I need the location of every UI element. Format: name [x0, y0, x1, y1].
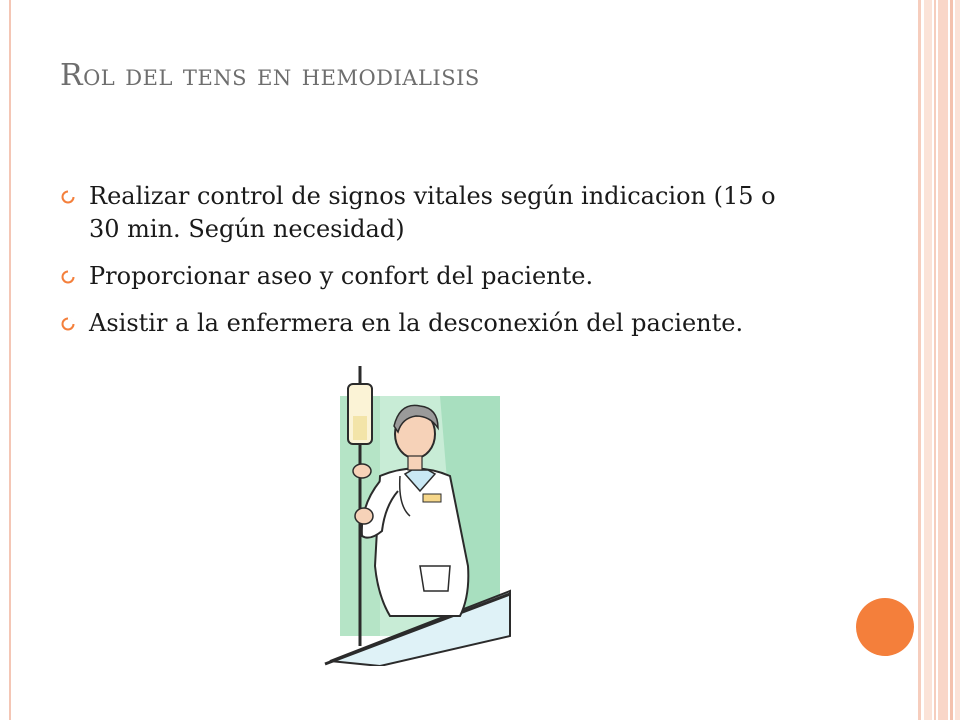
bullet-text: Proporcionar aseo y confort del paciente. — [89, 262, 594, 290]
orange-ring-bullet-icon — [60, 316, 76, 332]
right-stripe-2 — [924, 0, 932, 720]
list-item — [60, 180, 780, 246]
orange-circle-decoration — [856, 598, 914, 656]
right-stripe-1 — [918, 0, 921, 720]
list-item — [60, 307, 780, 340]
left-border-line — [9, 0, 11, 720]
slide-title — [60, 58, 480, 93]
right-stripe-3 — [934, 0, 936, 720]
right-stripe-6 — [955, 0, 960, 720]
bullet-text: Realizar control de signos vitales según indicacion (15 o 30 min. Según necesidad) — [89, 182, 776, 243]
bullet-text: Asistir a la enfermera en la desconexión del paciente. — [89, 309, 744, 337]
orange-ring-bullet-icon — [60, 269, 76, 285]
list-item — [60, 260, 780, 293]
bullet-list — [60, 180, 780, 354]
right-stripe-5 — [950, 0, 953, 720]
nurse-with-iv-pole-clipart — [320, 366, 520, 666]
right-stripe-4 — [938, 0, 948, 720]
slide-title-text: Rol del tens en hemodialisis — [60, 58, 480, 93]
orange-ring-bullet-icon — [60, 189, 76, 205]
